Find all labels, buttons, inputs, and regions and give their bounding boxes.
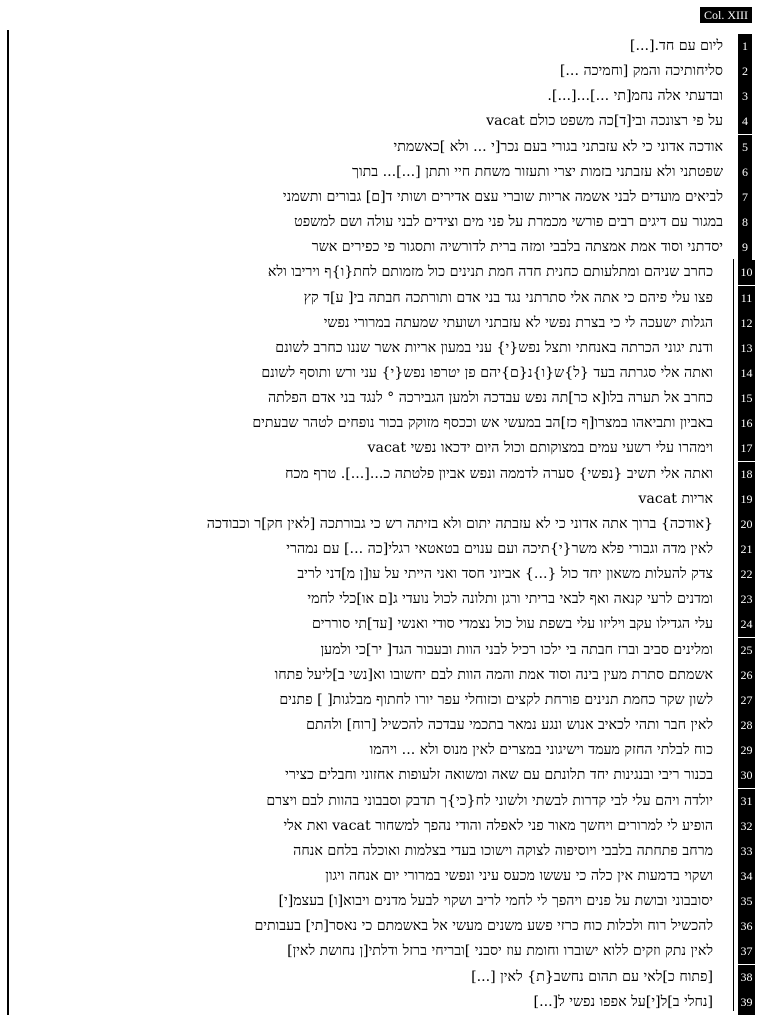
line-text: על פי רצונכה ובי[ד]כה משפט כולם vacat	[486, 113, 723, 130]
text-line	[0, 487, 758, 512]
line-text: [נחלי ב]ל[י]על אפפו נפשי ל[...]	[533, 993, 713, 1010]
line-number: 17	[738, 436, 755, 461]
line-text: להכשיל רוח ולכלות כוח כרזי פשע משנים מעשי אל באשמתם כי נאסר[תי] בעבותים	[254, 918, 713, 935]
line-text: לאין נתק וזקים ללוא ישוברו וחומת עוז יסבני ]ובריחי ברזל ודלתי[ן נחושת לאין]	[287, 943, 713, 960]
line-text: כחרב אל תערה בלו[א כר]תה נפש עבדכה ולמען הגבירכה ° לנגד בני אדם הפלתה	[267, 390, 713, 407]
line-number: 30	[738, 763, 755, 788]
line-text: כחרב שניהם ומתלעותם כחנית חדה חמת תנינים כול מזמותם לחת{ו}ף ויריבו ולא	[267, 264, 713, 281]
text-line	[0, 965, 758, 990]
text-line	[0, 34, 758, 59]
line-number: 32	[738, 814, 755, 839]
text-line	[0, 311, 758, 336]
text-line	[0, 386, 758, 411]
line-number: 20	[738, 512, 755, 537]
line-text: הופיע לי למרורים ויחשך מאור פני לאפלה והודי נהפך למשחור vacat ואת אלי	[283, 817, 713, 834]
line-number: 6	[738, 160, 752, 185]
text-line	[0, 638, 758, 663]
line-number: 25	[738, 638, 755, 663]
line-number: 16	[738, 411, 755, 436]
line-number: 2	[738, 59, 752, 84]
line-text: עלי הגדילו עקב ויליזו עלי בשפת עול כול נצמדי סודי ואנשי [עד]תי סוררים	[311, 616, 713, 633]
line-number: 24	[738, 612, 755, 637]
line-number: 10	[738, 260, 755, 285]
line-text: יסדתני וסוד אמת אמצתה בלבבי ומזה ברית לדורשיה ותסגור פי כפירים אשר	[311, 239, 723, 256]
line-number: 23	[738, 587, 755, 612]
text-line	[0, 84, 758, 109]
text-line	[0, 260, 758, 285]
text-line	[0, 537, 758, 562]
line-text: אריות vacat	[638, 490, 713, 507]
line-number: 37	[738, 939, 755, 964]
text-line	[0, 713, 758, 738]
text-line	[0, 789, 758, 814]
text-line	[0, 914, 758, 939]
text-line	[0, 939, 758, 964]
line-number: 39	[738, 990, 755, 1015]
text-line	[0, 814, 758, 839]
text-line	[0, 738, 758, 763]
line-text: שפטתני ולא עזבתני בזמות יצרי ותעזור משחת חיי ותתן [...]... בתוך	[351, 163, 723, 180]
line-number: 9	[738, 235, 752, 260]
line-text: ואתה אלי תשיב {נפשי} סערה לדממה ונפש אביון פלטתה כ...[...]. טרף מכח	[285, 465, 713, 482]
line-number: 21	[738, 537, 755, 562]
text-line	[0, 160, 758, 185]
line-text: סליחותיכה והמק [וחמיכה ...]	[559, 63, 723, 80]
line-number: 19	[738, 487, 755, 512]
line-number: 18	[738, 462, 755, 487]
text-line	[0, 135, 758, 160]
text-line	[0, 59, 758, 84]
line-text: אודכה אדוני כי לא עזבתני בגורי בעם נכר[י ... ולא ]כאשמתי	[393, 138, 723, 155]
line-number: 1	[738, 34, 752, 59]
text-line	[0, 889, 758, 914]
line-text: במגור עם דיגים רבים פורשי מכמרת על פני מים וצידים לבני עולה ושם למשפט	[294, 214, 723, 231]
text-line	[0, 612, 758, 637]
text-line	[0, 436, 758, 461]
text-line	[0, 864, 758, 889]
line-number: 35	[738, 889, 755, 914]
text-line	[0, 109, 758, 134]
text-line	[0, 462, 758, 487]
text-line	[0, 839, 758, 864]
line-number: 34	[738, 864, 755, 889]
line-text: כוח לבלתי החזק מעמד וישיגוני במצרים לאין מנוס ולא ... ויהמו	[369, 742, 713, 759]
line-number: 33	[738, 839, 755, 864]
line-text: {אודכה} ברוך אתה אדוני כי לא עזבתה יתום ולא בזיתה רש כי גבורתכה [לאין חק]ר וכבודכה	[206, 515, 713, 532]
line-number: 4	[738, 109, 752, 134]
text-line	[0, 286, 758, 311]
text-line	[0, 562, 758, 587]
line-text: מרחב פתחתה בלבבי ויוסיפוה לצוקה וישוכו בעדי בצלמות ואוכלה בלחם אנחה	[293, 842, 713, 859]
line-number: 8	[738, 210, 752, 235]
line-text: ובדעתי אלה נחמ[תי ...]...[...].	[547, 88, 723, 105]
text-line	[0, 235, 758, 260]
line-text: ליום עם חד.[...]	[629, 38, 723, 54]
line-number: 5	[738, 135, 752, 160]
line-number: 7	[738, 185, 752, 210]
line-text: יולדה ויהם עלי לבי קדרות לבשתי ולשוני לח{כי}ך תדבק וסבבוני בהוות לבם ויצרם	[266, 792, 713, 809]
text-line	[0, 512, 758, 537]
line-text: יסובבוני ובושת על פנים ויהפך לי לחמי לריב ושקוי לבעל מדנים ויבוא[ו] בעצמ[י]	[278, 893, 713, 910]
text-line	[0, 411, 758, 436]
line-text: [פתוח כ]לאי עם תהום נחשב{ת} לאין [...]	[471, 968, 713, 985]
line-text: ומלינים סביב וברז חבתה בי ילכו רכיל לבני הוות ובעבור הגד[ יר]כי ולמען	[320, 641, 713, 658]
line-text: צדק להעלות משאון יחד כול {...} אביוני חסד ואני הייתי על עו[ן מ]דני לריב	[297, 566, 713, 583]
line-number: 14	[738, 361, 755, 386]
text-line	[0, 688, 758, 713]
text-line	[0, 210, 758, 235]
line-text: וימהרו עלי רשעי עמים במצוקותם וכול היום ידכאו נפשי vacat	[367, 440, 713, 457]
text-line	[0, 587, 758, 612]
text-line	[0, 336, 758, 361]
text-line	[0, 763, 758, 788]
line-number: 27	[738, 688, 755, 713]
column-label: Col. XIII	[700, 7, 752, 23]
line-text: באביון ותביאהו במצרו[ף כז]הב במעשי אש וככסף מזוקק בכור נופחים לטהר שבעתים	[252, 415, 713, 432]
line-number: 31	[738, 789, 755, 814]
line-text: ומדנים לרעי קנאה ואף לבאי בריתי ורגן ותלונה לכול נועדי ג[ם או]כלי לחמי	[307, 591, 713, 608]
line-text: פצו עלי פיהם כי אתה אלי סתרתני נגד בני אדם ותורתכה חבתה בי[ ע]ד קץ	[303, 289, 713, 306]
line-number: 36	[738, 914, 755, 939]
line-number: 11	[738, 286, 755, 311]
text-line	[0, 990, 758, 1015]
line-number: 29	[738, 738, 755, 763]
line-text: לביאים מועדים לבני אשמה אריות שוברי עצם אדירים ושותי ד[ם] גבורים ותשמני	[282, 188, 723, 205]
line-number: 26	[738, 663, 755, 688]
line-number: 22	[738, 562, 755, 587]
line-text: ודנת יגוני הכרתה באנחתי ותצל נפש{י} עני במעון אריות אשר שננו כחרב לשונם	[275, 339, 713, 356]
line-text: ואתה אלי סגרתה בעד {ל}ש{ו}נ{ם}יהם פן יטרפו נפש{י} עני ורש ותוסף לשונם	[261, 364, 713, 381]
text-line	[0, 663, 758, 688]
line-number: 15	[738, 386, 755, 411]
text-line	[0, 185, 758, 210]
line-number: 12	[738, 311, 755, 336]
line-text: אשמתם סתרת מעין בינה וסוד אמת והמה הוות לבם יחשובו וא[נשי ב]ליעל פתחו	[274, 666, 713, 683]
line-number: 13	[738, 336, 755, 361]
line-number: 38	[738, 965, 755, 990]
line-text: ושקוי בדמעות אין כלה כי עששו מכעס עיני ונפשי במרורי יום אנחה ויגון	[325, 867, 713, 884]
line-text: הגלות ישעכה לי כי בצרת נפשי לא עזבתני ושועתי שמעתה במרורי נפשי	[323, 314, 713, 331]
line-number: 3	[738, 84, 752, 109]
line-number: 28	[738, 713, 755, 738]
line-text: לשון שקר כחמת תנינים פורחת לקצים וכזוחלי עפר יורו לחתוף מבלגות[ ] פתנים	[279, 691, 713, 708]
line-text: בכנור ריבי ובנגינות יחד תלונתם עם שאה ומשואה זלעופות אחזוני וחבלים כצירי	[285, 767, 713, 784]
line-text: לאין מדה וגבורי פלא משר{י}תיכה ועם ענוים בטאטאי רגלי[כה ...] עם נמהרי	[286, 541, 713, 557]
text-line	[0, 361, 758, 386]
line-text: לאין חבר ותהי לכאיב אנוש ונגע נמאר בתכמי עבדכה להכשיל [רוח] ולהתם	[306, 717, 713, 734]
